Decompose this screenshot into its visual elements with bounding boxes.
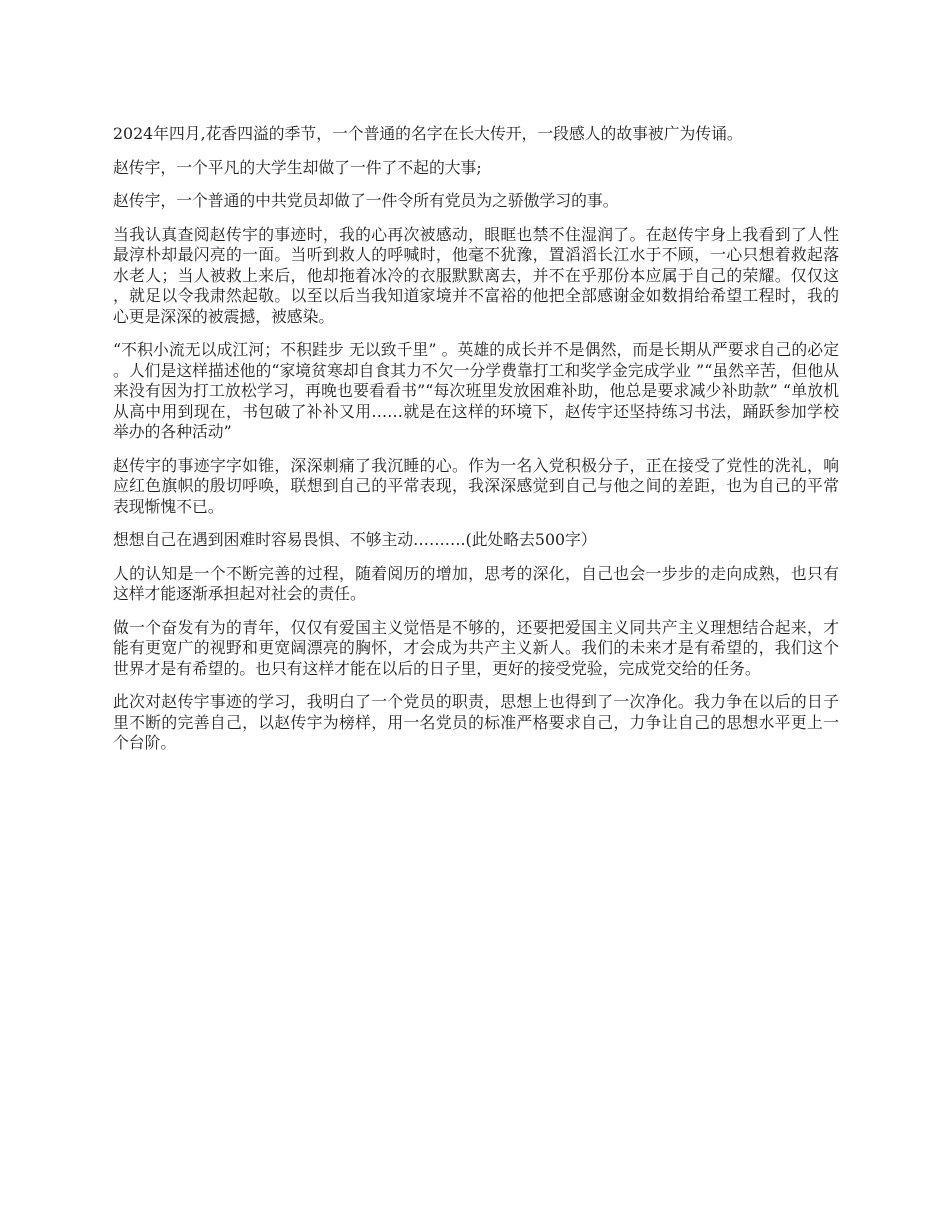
paragraph-growth: “不积小流无以成江河；不积跬步 无以致千里” 。英雄的成长并不是偶然，而是长期从严要求自己的必定。人们是这样描述他的“家境贫寒却自食其力不欠一分学费靠打工和奖学金完成学业 ”“虽然辛苦，但他从来没有因为打工放松学习，再晚也要看看书”“每次班里发放困难补助，他总是要求减少补助款” “单放机从高中用到现在，书包破了补补又用……就是在这样的环境下，赵传宇还坚持练习书法，踊跃参加学校举办的各种活动” — [113, 340, 839, 441]
paragraph-youth: 做一个奋发有为的青年，仅仅有爱国主义觉悟是不够的，还要把爱国主义同共产主义理想结合起来，才能有更宽广的视野和更宽阔漂亮的胸怀，才会成为共产主义新人。我们的未来才是有希望的，我们这个世界才是有希望的。也只有这样才能在以后的日子里，更好的接受党验，完成党交给的任务。 — [113, 617, 839, 678]
paragraph-reflection: 赵传宇的事迹字字如锥，深深刺痛了我沉睡的心。作为一名入党积极分子，正在接受了党性的洗礼，响应红色旗帜的殷切呼唤，联想到自己的平常表现，我深深感觉到自己与他之间的差距，也为自己的平常表现惭愧不已。 — [113, 455, 839, 516]
paragraph-conclusion: 此次对赵传宇事迹的学习，我明白了一个党员的职责，思想上也得到了一次净化。我力争在以后的日子里不断的完善自己，以赵传宇为榜样，用一名党员的标准严格要求自己，力争让自己的思想水平更上一个台阶。 — [113, 692, 839, 752]
paragraph-student: 赵传宇，一个平凡的大学生却做了一件了不起的大事; — [113, 157, 482, 177]
paragraph-party-member: 赵传宇，一个普通的中共党员却做了一件令所有党员为之骄傲学习的事。 — [113, 191, 619, 210]
paragraph-self-review: 想想自己在遇到困难时容易畏惧、不够主动……….(此处略去500字） — [113, 530, 597, 549]
document-page — [113, 124, 839, 767]
paragraph-intro: 2024年四月,花香四溢的季节，一个普通的名字在长大传开，一段感人的故事被广为传诵。 — [113, 124, 743, 143]
paragraph-cognition: 人的认知是一个不断完善的过程，随着阅历的增加，思考的深化，自己也会一步步的走向成熟，也只有这样才能逐渐承担起对社会的责任。 — [113, 563, 839, 603]
paragraph-moved: 当我认真查阅赵传宇的事迹时，我的心再次被感动，眼眶也禁不住湿润了。在赵传宇身上我看到了人性最淳朴却最闪亮的一面。当听到救人的呼喊时，他毫不犹豫，置滔滔长江水于不顾，一心只想着救起落水老人；当人被救上来后，他却拖着冰冷的衣服默默离去，并不在乎那份本应属于自己的荣耀。仅仅这，就足以令我肃然起敬。以至以后当我知道家境并不富裕的他把全部感谢金如数捐给希望工程时，我的心更是深深的被震撼，被感染。 — [113, 224, 839, 326]
